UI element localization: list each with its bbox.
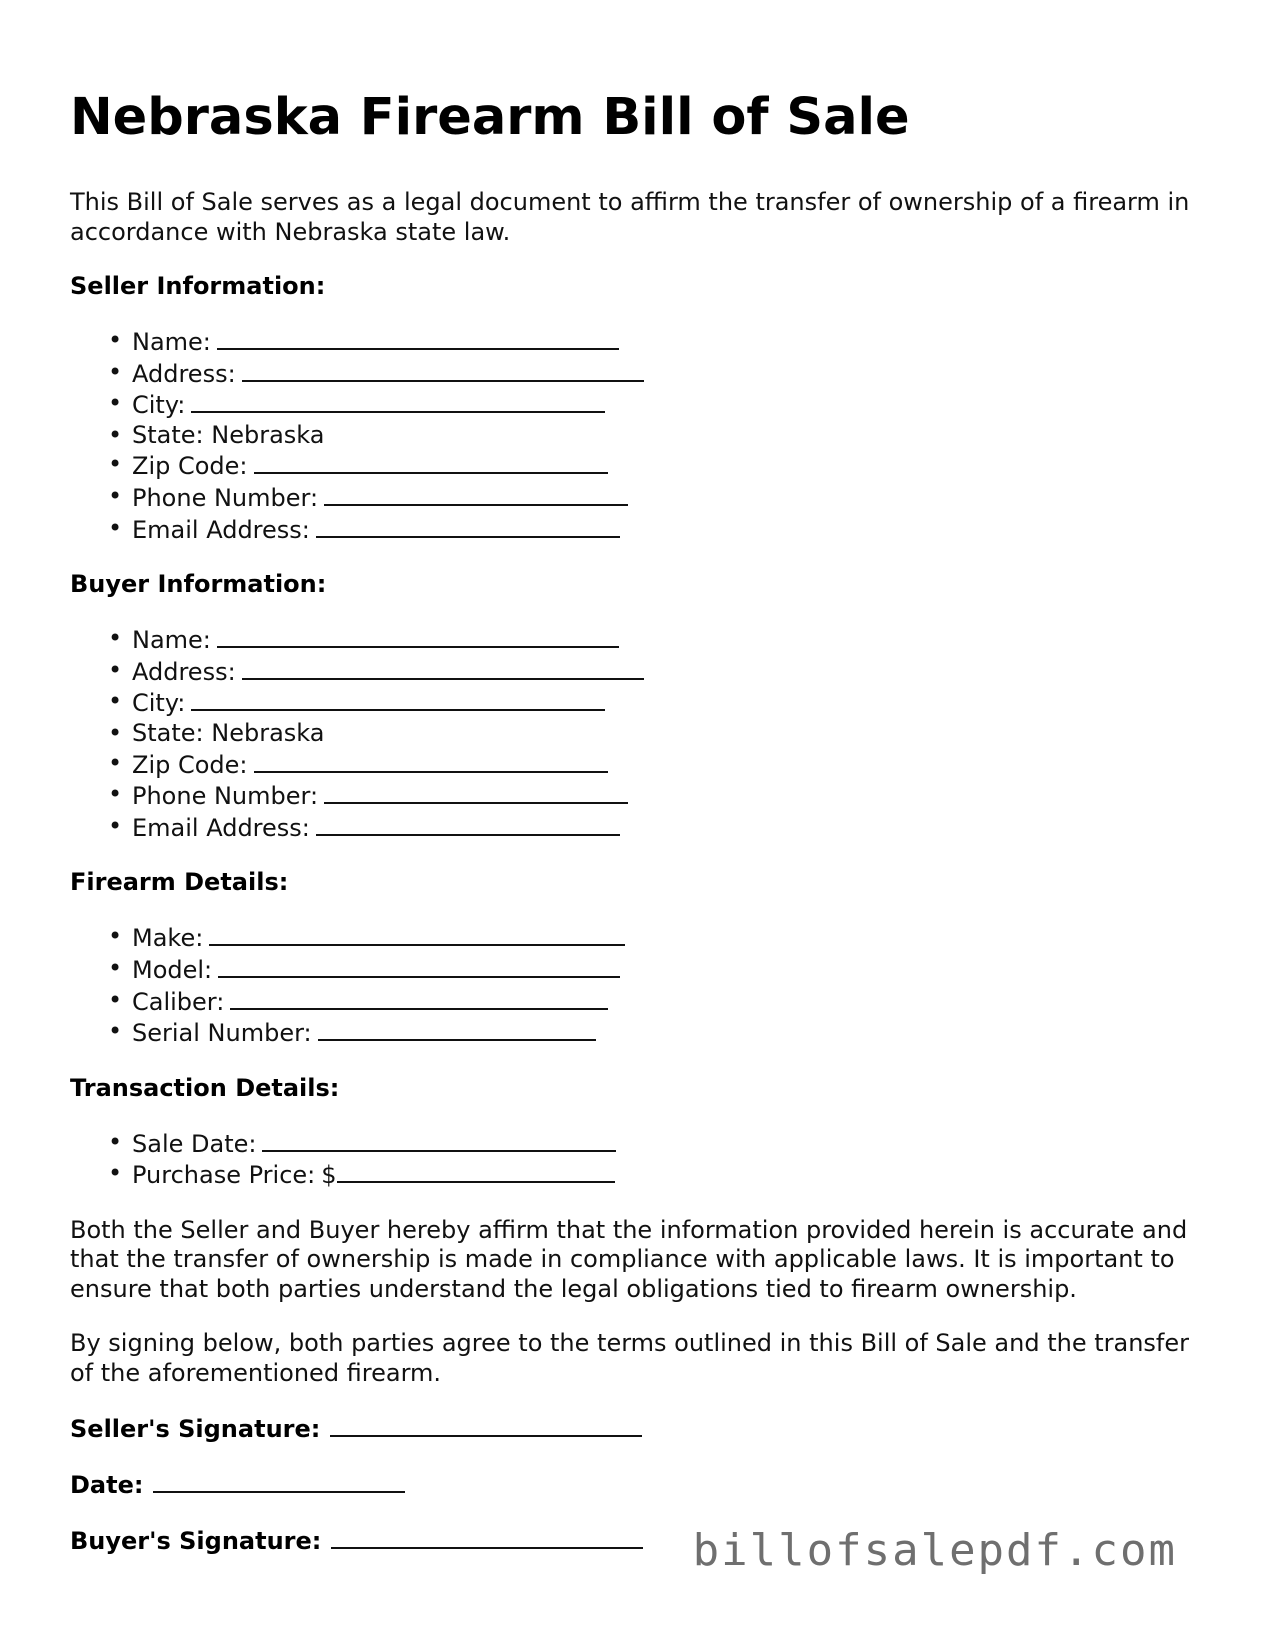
sale-date-label: Sale Date: bbox=[132, 1129, 257, 1158]
seller-address-field[interactable] bbox=[242, 358, 644, 382]
firearm-serial-label: Serial Number: bbox=[132, 1019, 312, 1048]
dollar-sign: $ bbox=[321, 1161, 337, 1190]
bullet-icon: • bbox=[108, 450, 123, 479]
seller-phone-label: Phone Number: bbox=[132, 483, 319, 512]
firearm-model-item bbox=[108, 953, 1210, 986]
buyer-phone-field[interactable] bbox=[324, 780, 628, 804]
firearm-caliber-item bbox=[108, 985, 1210, 1018]
seller-zip-label: Zip Code: bbox=[132, 452, 248, 481]
bullet-icon: • bbox=[108, 357, 123, 386]
seller-signature-field[interactable] bbox=[330, 1413, 642, 1437]
buyer-phone-label: Phone Number: bbox=[132, 782, 319, 811]
bullet-icon: • bbox=[108, 953, 123, 982]
firearm-make-item bbox=[108, 922, 1210, 954]
firearm-caliber-label: Caliber: bbox=[132, 987, 225, 1016]
bullet-icon: • bbox=[108, 1127, 123, 1156]
seller-zip-item bbox=[108, 450, 1210, 482]
seller-name-label: Name: bbox=[132, 328, 211, 356]
seller-state-label: State: Nebraska bbox=[132, 420, 325, 449]
buyer-zip-item bbox=[108, 748, 1210, 781]
purchase-price-field[interactable] bbox=[337, 1159, 615, 1183]
bullet-icon: • bbox=[108, 748, 123, 777]
seller-city-field[interactable] bbox=[191, 389, 605, 413]
firearm-make-label: Make: bbox=[132, 924, 204, 953]
bullet-icon: • bbox=[108, 811, 123, 840]
buyer-city-label: City: bbox=[132, 689, 186, 718]
seller-address-item bbox=[108, 357, 1210, 390]
bullet-icon: • bbox=[108, 624, 123, 653]
document-page bbox=[70, 88, 1210, 1581]
sale-date-item bbox=[108, 1127, 1210, 1160]
intro-paragraph: This Bill of Sale serves as a legal document to affirm the transfer of ownership of a firearm in accordance with Nebraska state law. bbox=[70, 188, 1190, 246]
seller-email-label: Email Address: bbox=[132, 515, 310, 544]
firearm-make-field[interactable] bbox=[209, 922, 625, 946]
buyer-signature-field[interactable] bbox=[331, 1525, 643, 1549]
buyer-name-label: Name: bbox=[132, 626, 211, 655]
bullet-icon: • bbox=[108, 1159, 123, 1188]
date-label: Date: bbox=[70, 1471, 144, 1500]
seller-heading: Seller Information: bbox=[70, 272, 326, 300]
seller-name-field[interactable] bbox=[217, 326, 619, 350]
buyer-city-field[interactable] bbox=[191, 687, 605, 711]
buyer-list bbox=[70, 624, 1210, 843]
buyer-signature-label: Buyer's Signature: bbox=[70, 1527, 322, 1556]
buyer-heading: Buyer Information: bbox=[70, 570, 327, 599]
seller-list bbox=[70, 326, 1210, 545]
date-field[interactable] bbox=[153, 1469, 405, 1493]
buyer-state-label: State: Nebraska bbox=[132, 718, 325, 747]
seller-zip-field[interactable] bbox=[254, 450, 608, 474]
bullet-icon: • bbox=[108, 420, 123, 449]
firearm-model-label: Model: bbox=[132, 955, 213, 984]
firearm-list bbox=[70, 922, 1210, 1048]
firearm-heading: Firearm Details: bbox=[70, 868, 289, 897]
buyer-phone-item bbox=[108, 780, 1210, 812]
seller-address-label: Address: bbox=[132, 359, 236, 388]
seller-city-item bbox=[108, 389, 1210, 421]
sale-date-field[interactable] bbox=[262, 1128, 616, 1152]
buyer-city-item bbox=[108, 687, 1210, 719]
seller-phone-item bbox=[108, 481, 1210, 514]
bullet-icon: • bbox=[108, 922, 123, 951]
bullet-icon: • bbox=[108, 481, 123, 510]
seller-state-item bbox=[108, 420, 1210, 451]
seller-city-label: City: bbox=[132, 391, 186, 420]
watermark: billofsalepdf.com bbox=[692, 1525, 1177, 1576]
bullet-icon: • bbox=[108, 389, 123, 418]
seller-phone-field[interactable] bbox=[324, 482, 628, 506]
bullet-icon: • bbox=[108, 1017, 123, 1046]
buyer-address-label: Address: bbox=[132, 657, 236, 686]
buyer-email-field[interactable] bbox=[316, 812, 620, 836]
seller-signature-label: Seller's Signature: bbox=[70, 1415, 321, 1444]
firearm-serial-item bbox=[108, 1017, 1210, 1049]
firearm-caliber-field[interactable] bbox=[230, 986, 608, 1010]
seller-email-item bbox=[108, 513, 1210, 546]
purchase-price-item bbox=[108, 1159, 1210, 1191]
buyer-email-label: Email Address: bbox=[132, 813, 310, 842]
bullet-icon: • bbox=[108, 326, 123, 354]
buyer-name-item bbox=[108, 624, 1210, 656]
affirmation-paragraph: Both the Seller and Buyer hereby affirm that the information provided herein is accurate and that the transfer of ownership is made in compliance with applicable laws. It is important to ensure that both parties understand the legal obligations tied to firearm ownership. bbox=[70, 1215, 1188, 1303]
buyer-zip-field[interactable] bbox=[254, 749, 608, 773]
buyer-name-field[interactable] bbox=[217, 624, 619, 648]
transaction-list bbox=[70, 1128, 1210, 1191]
bullet-icon: • bbox=[108, 718, 123, 747]
buyer-email-item bbox=[108, 811, 1210, 844]
date-line bbox=[70, 1469, 1210, 1500]
transaction-heading: Transaction Details: bbox=[70, 1073, 340, 1102]
purchase-price-label: Purchase Price: bbox=[132, 1161, 316, 1190]
firearm-model-field[interactable] bbox=[218, 954, 620, 978]
agreement-paragraph: By signing below, both parties agree to the terms outlined in this Bill of Sale and the transfer of the aforementioned firearm. bbox=[70, 1329, 1190, 1387]
bullet-icon: • bbox=[108, 513, 123, 542]
firearm-serial-field[interactable] bbox=[318, 1017, 596, 1041]
buyer-address-item bbox=[108, 655, 1210, 688]
bullet-icon: • bbox=[108, 985, 123, 1014]
bullet-icon: • bbox=[108, 655, 123, 684]
bullet-icon: • bbox=[108, 780, 123, 809]
buyer-address-field[interactable] bbox=[242, 656, 644, 680]
buyer-state-item bbox=[108, 718, 1210, 749]
page-title: Nebraska Firearm Bill of Sale bbox=[70, 88, 910, 147]
buyer-zip-label: Zip Code: bbox=[132, 750, 248, 779]
bullet-icon: • bbox=[108, 687, 123, 716]
seller-email-field[interactable] bbox=[316, 514, 620, 538]
seller-signature-line bbox=[70, 1413, 1210, 1444]
seller-name-item bbox=[108, 326, 1210, 358]
